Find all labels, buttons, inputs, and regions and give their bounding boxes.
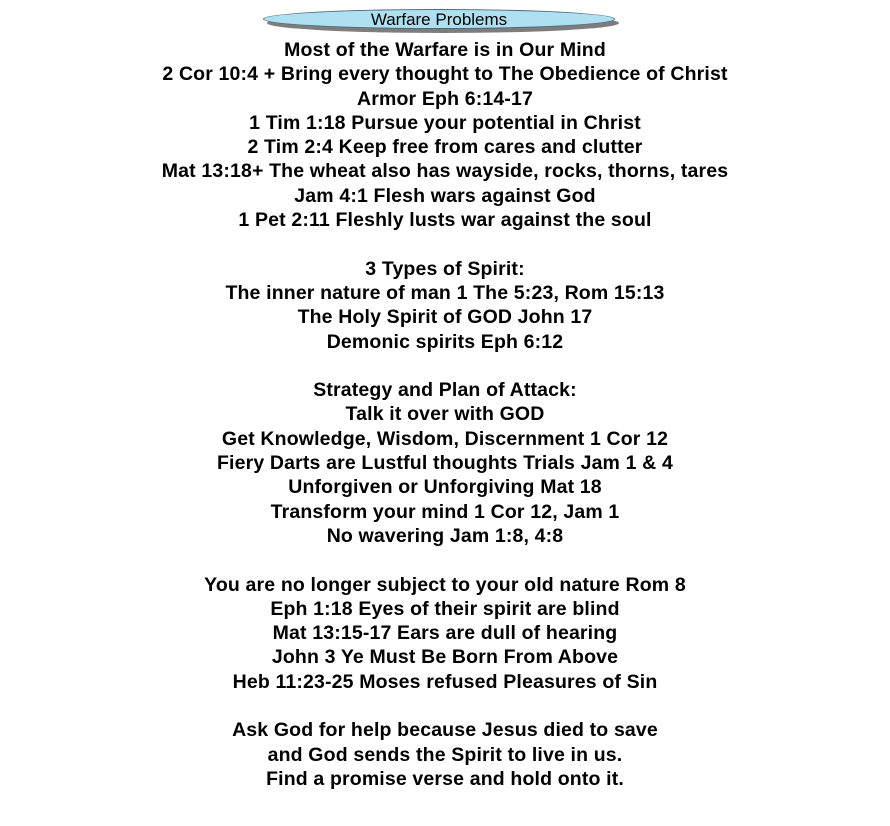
title-pill	[263, 9, 619, 33]
text-line: 2 Cor 10:4 + Bring every thought to The Obedience of Christ	[162, 63, 728, 86]
section-heading: Strategy and Plan of Attack:	[313, 379, 577, 402]
section-types-of-spirit	[0, 257, 890, 354]
text-line: Mat 13:18+ The wheat also has wayside, rocks, thorns, tares	[161, 160, 729, 183]
section-strategy	[0, 378, 890, 548]
text-line: 1 Tim 1:18 Pursue your potential in Christ	[249, 111, 641, 134]
text-line: Demonic spirits Eph 6:12	[326, 330, 564, 353]
text-line: 2 Tim 2:4 Keep free from cares and clutter	[247, 136, 643, 159]
title-pill-shape	[263, 9, 615, 29]
page-title: Warfare Problems	[370, 9, 508, 29]
section-gap	[0, 354, 890, 378]
text-line: Mat 13:15-17 Ears are dull of hearing	[272, 622, 618, 645]
verse-content	[0, 38, 890, 791]
text-line: Talk it over with GOD	[345, 403, 545, 426]
text-line: No wavering Jam 1:8, 4:8	[326, 524, 564, 547]
text-line: Heb 11:23-25 Moses refused Pleasures of Sin	[232, 670, 658, 693]
text-line: Fiery Darts are Lustful thoughts Trials Jam 1 & 4	[217, 452, 673, 475]
text-line: You are no longer subject to your old nature Rom 8	[204, 573, 686, 596]
section-heading: 3 Types of Spirit:	[365, 257, 525, 280]
text-line: Unforgiven or Unforgiving Mat 18	[288, 476, 602, 499]
text-line: John 3 Ye Must Be Born From Above	[271, 646, 619, 669]
section-old-nature	[0, 573, 890, 694]
section-ask-god	[0, 718, 890, 791]
text-line: Eph 1:18 Eyes of their spirit are blind	[270, 597, 620, 620]
text-line: Jam 4:1 Flesh wars against God	[294, 184, 596, 207]
section-gap	[0, 232, 890, 256]
text-line: Transform your mind 1 Cor 12, Jam 1	[270, 500, 620, 523]
text-line: Armor Eph 6:14-17	[357, 87, 533, 110]
text-line: and God sends the Spirit to live in us.	[267, 743, 623, 766]
title-banner	[0, 9, 890, 35]
section-gap	[0, 694, 890, 718]
text-line: The inner nature of man 1 The 5:23, Rom 15:13	[225, 281, 665, 304]
text-line: The Holy Spirit of GOD John 17	[297, 306, 593, 329]
text-line: Most of the Warfare is in Our Mind	[284, 39, 606, 61]
text-line: Ask God for help because Jesus died to save	[232, 719, 658, 742]
text-line: Find a promise verse and hold onto it.	[266, 767, 624, 790]
section-gap	[0, 548, 890, 572]
section-warfare-mind	[0, 38, 890, 232]
text-line: 1 Pet 2:11 Fleshly lusts war against the soul	[238, 209, 652, 232]
text-line: Get Knowledge, Wisdom, Discernment 1 Cor 12	[221, 427, 669, 450]
